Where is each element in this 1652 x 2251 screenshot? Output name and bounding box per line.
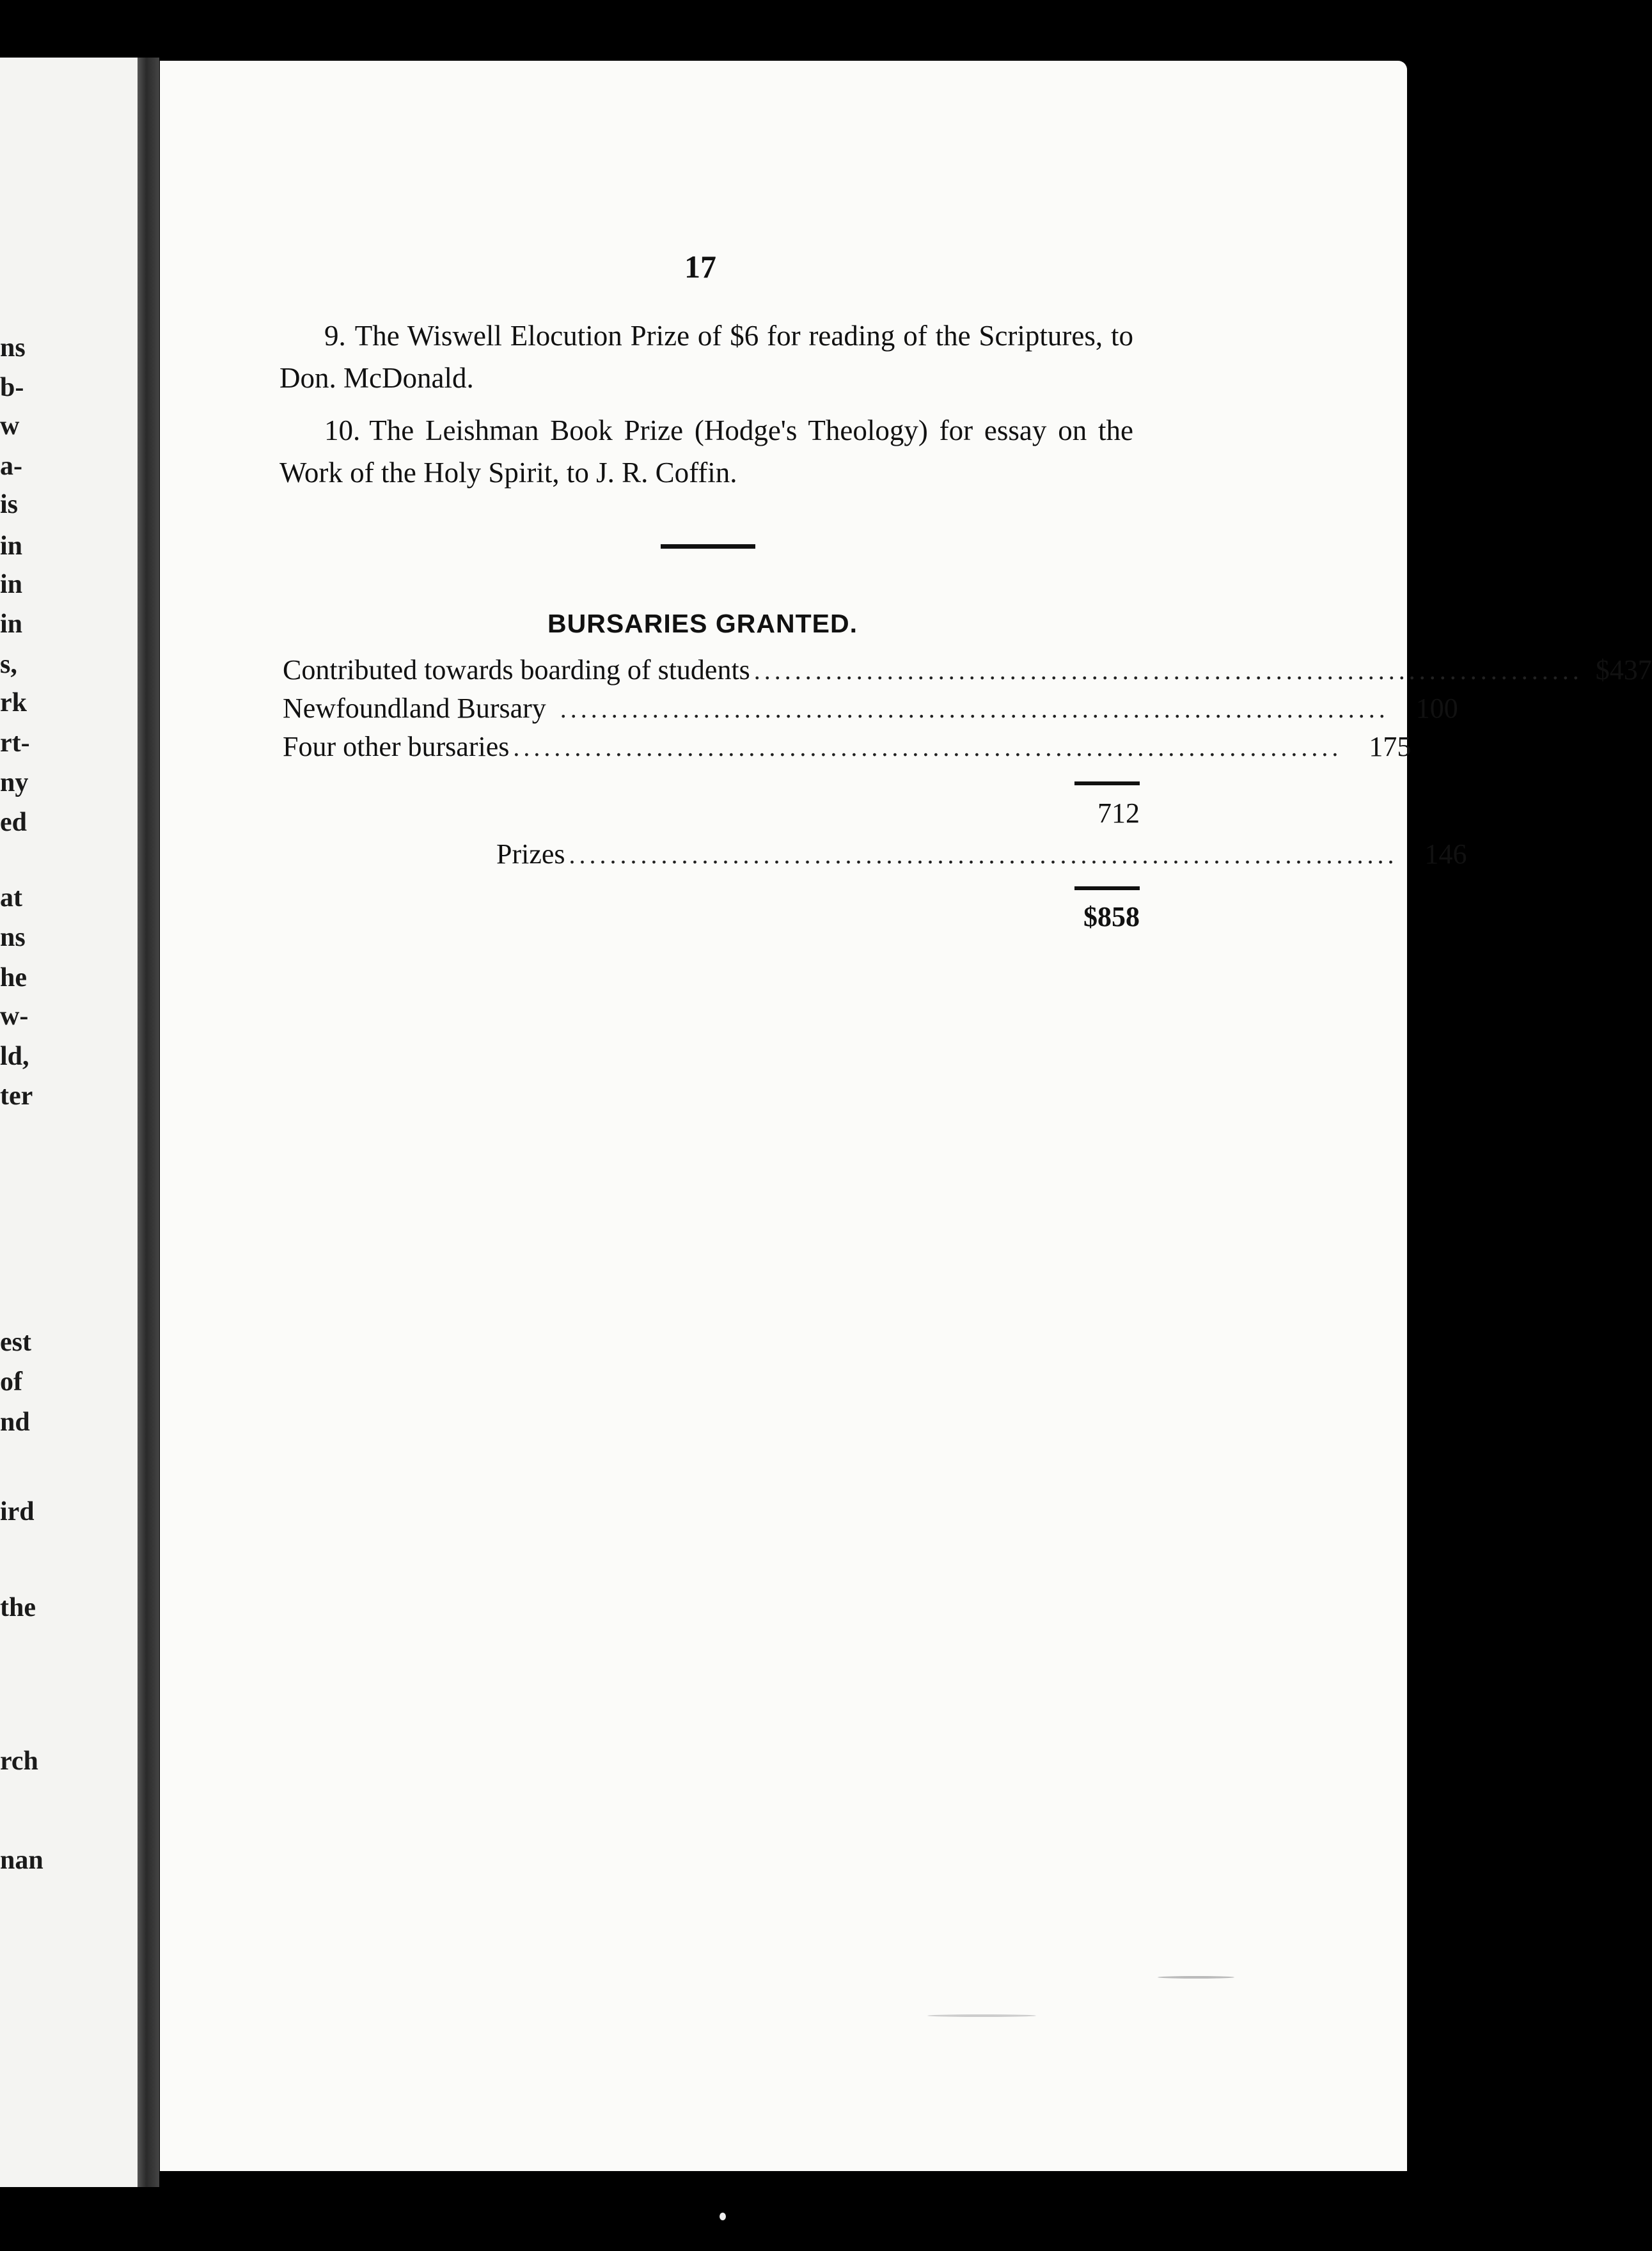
leader-dots: ................................................................................. <box>549 694 1389 723</box>
facing-page-word-fragment: ed <box>0 808 27 837</box>
scan-speck <box>927 2014 1036 2017</box>
facing-page-word-fragment: of <box>0 1367 22 1397</box>
subtotal-amount: 712 <box>1097 797 1140 829</box>
facing-page-word-fragment: ld, <box>0 1042 29 1071</box>
facing-page-fragment <box>0 58 138 2187</box>
facing-page-word-fragment: at <box>0 883 22 913</box>
grand-total-amount: $858 <box>1083 901 1140 932</box>
facing-page-word-fragment: a- <box>0 451 22 481</box>
section-divider <box>661 544 755 549</box>
entry-label: Newfoundland Bursary <box>283 693 546 724</box>
entry-label: Four other bursaries <box>283 731 510 762</box>
prize-paragraph-10 <box>279 409 1133 494</box>
book-gutter <box>138 58 159 2187</box>
facing-page-word-fragment: rt- <box>0 728 30 758</box>
bursary-entry <box>283 654 1652 692</box>
subtotal-rule <box>1074 781 1140 785</box>
facing-page-word-fragment: ns <box>0 333 26 363</box>
facing-page-word-fragment: nd <box>0 1408 30 1437</box>
facing-page-word-fragment: in <box>0 531 23 561</box>
facing-page-word-fragment: s, <box>0 650 17 679</box>
entry-amount: 146 <box>1424 838 1467 870</box>
facing-page-word-fragment: in <box>0 570 23 599</box>
page-number: 17 <box>684 249 716 285</box>
scan-speck <box>720 2213 726 2220</box>
prize-paragraph-9 <box>279 315 1133 399</box>
paragraph-text: The Wiswell Elocution Prize of $6 for reading of the Scriptures, to Don. McDonald. <box>279 320 1133 394</box>
facing-page-word-fragment: rk <box>0 688 27 718</box>
facing-page-word-fragment: the <box>0 1593 36 1622</box>
facing-page-word-fragment: ns <box>0 923 26 952</box>
facing-page-word-fragment: w <box>0 411 20 441</box>
paragraph-number: 9. <box>324 320 346 352</box>
entry-label: Prizes <box>496 838 565 870</box>
bursary-entry <box>283 692 1458 730</box>
facing-page-word-fragment: rch <box>0 1746 38 1776</box>
section-heading: BURSARIES GRANTED. <box>547 609 858 638</box>
leader-dots: ................................................................................. <box>569 840 1398 869</box>
facing-page-word-fragment: is <box>0 490 19 519</box>
entry-amount: $437 <box>1595 654 1652 686</box>
facing-page-word-fragment: ter <box>0 1081 33 1111</box>
facing-page-word-fragment: nan <box>0 1846 43 1875</box>
facing-page-word-fragment: b- <box>0 373 24 402</box>
facing-page-word-fragment: ny <box>0 768 29 797</box>
entry-amount: 175 <box>1369 731 1412 762</box>
facing-page-word-fragment: he <box>0 963 27 992</box>
facing-page-word-fragment: ird <box>0 1497 35 1526</box>
leader-dots: ................................................................................. <box>513 733 1342 762</box>
paragraph-text: The Leishman Book Prize (Hodge's Theology) for essay on the Work of the Holy Spirit, to J. R. Coffin. <box>279 414 1133 489</box>
prizes-entry <box>496 838 1467 876</box>
leader-dots: ................................................................................. <box>753 656 1583 685</box>
scan-speck <box>1158 1976 1234 1979</box>
paragraph-number: 10. <box>324 414 361 446</box>
entry-label: Contributed towards boarding of students <box>283 654 750 686</box>
facing-page-word-fragment: est <box>0 1328 31 1357</box>
facing-page-word-fragment: in <box>0 609 23 639</box>
total-rule <box>1074 886 1140 890</box>
facing-page-word-fragment: w- <box>0 1001 29 1031</box>
entry-amount: 100 <box>1415 693 1458 724</box>
bursary-entry <box>283 730 1412 769</box>
